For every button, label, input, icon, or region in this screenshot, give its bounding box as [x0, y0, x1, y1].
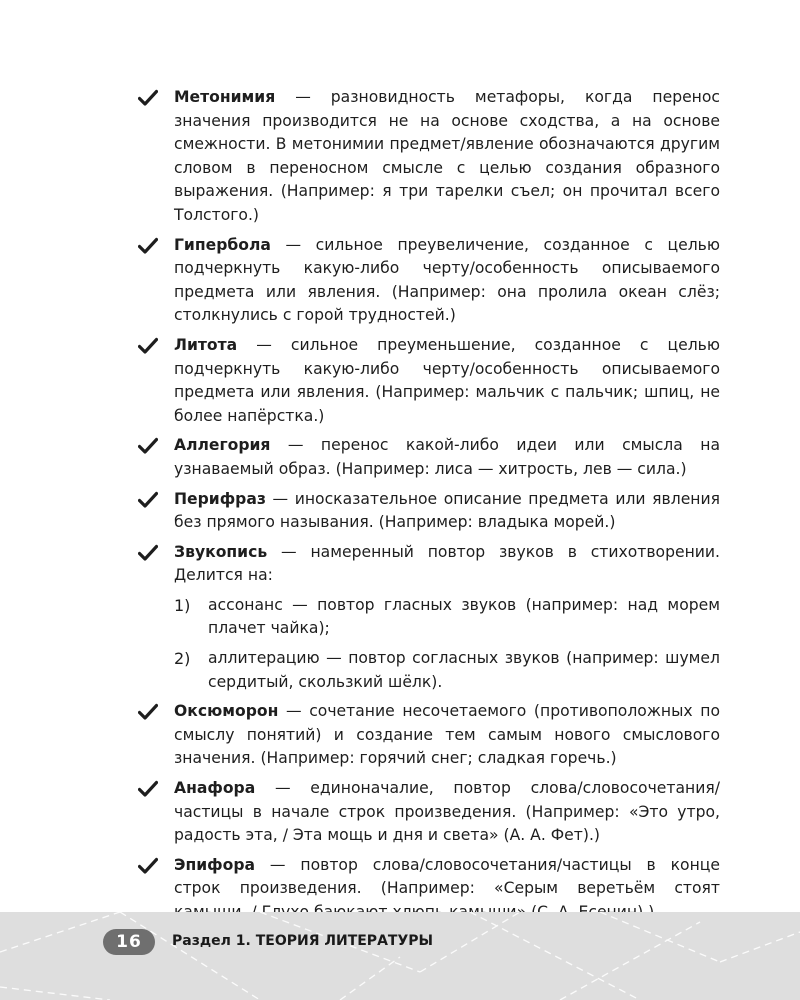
checkmark-icon [138, 89, 158, 107]
sub-list-item-alliteration [174, 647, 720, 694]
sub-list-number: 2) [174, 649, 191, 669]
section-title: Раздел 1. ТЕОРИЯ ЛИТЕРАТУРЫ [172, 933, 434, 949]
term: Гипербола [174, 235, 271, 254]
term: Метонимия [174, 88, 276, 106]
term: Перифраз [174, 489, 266, 508]
sub-list-number: 1) [174, 595, 191, 615]
term: Аллегория [174, 436, 271, 455]
checkmark-icon [138, 544, 158, 562]
definition: — сочетание несочетаемого (противоположных по смыслу понятий) и создание тем самым нового смыслового значения. (Например: горячий снег; сладкая горечь.) [174, 702, 720, 768]
term: Звукопись [174, 542, 268, 561]
definition: — сильное преуменьшение, созданное с целью подчеркнуть какую-либо черту/особенность описываемого предмета или явления. (Например: мальчик с пальчик; шпиц, не более напёрстка.) [174, 335, 720, 425]
list-item-anaphora [138, 777, 720, 848]
page-footer [0, 912, 800, 1000]
page-content [138, 86, 720, 931]
term: Анафора [174, 779, 256, 798]
checkmark-icon [138, 237, 158, 255]
list-item-allegory [138, 434, 720, 481]
definition: — иносказательное описание предмета или явления без прямого называния. (Например: владыка морей.) [174, 489, 720, 532]
checkmark-icon [138, 780, 158, 798]
list-item-litotes [138, 334, 720, 428]
definition: — намеренный повтор звуков в стихотворении. Делится на: [174, 542, 720, 585]
page-number-badge: 16 [103, 929, 155, 955]
term: Литота [174, 335, 238, 354]
checkmark-icon [138, 337, 158, 355]
definition: — разновидность метафоры, когда перенос значения производится не на основе сходства, а на основе смежности. В метонимии предмет/явление обозначаются другим словом в переносном смысле с целью создания образного выражения. (Например: я три тарелки съел; он прочитал всего Толстого.) [174, 88, 720, 224]
checkmark-icon [138, 703, 158, 721]
sub-list-item-assonance [174, 594, 720, 641]
checkmark-icon [138, 437, 158, 455]
list-item-periphrasis [138, 488, 720, 535]
definition: — повтор слова/словосочетания/частицы в конце строк произведения. (Например: «Серым веретьём стоят [174, 855, 720, 898]
definition: — перенос какой-либо идеи или смысла на узнаваемый образ. (Например: лиса — хитрость, лев — сила.) [174, 436, 720, 478]
list-item-metonymy [138, 86, 720, 228]
list-item-sound-writing [138, 541, 720, 695]
definition: — единоначалие, повтор слова/словосочетания/частицы в начале строк произведения. (Например: «Это утро, радость эта, / Эта мощь и дня и света» (А. А. Фет).) [174, 779, 720, 845]
checkmark-icon [138, 857, 158, 875]
sub-list-text: ассонанс — повтор гласных звуков (например: над морем плачет чайка); [208, 595, 720, 638]
sub-list-text: аллитерацию — повтор согласных звуков (например: шумел сердитый, скользкий шёлк). [208, 649, 720, 691]
list-item-hyperbole [138, 234, 720, 328]
term: Оксюморон [174, 702, 279, 721]
definition: — сильное преувеличение, созданное с целью подчеркнуть какую-либо черту/особенность описываемого предмета или явления. (Например: она пролила океан слёз; столкнулись с горой трудностей.) [174, 235, 720, 325]
term: Эпифора [174, 855, 256, 874]
list-item-oxymoron [138, 700, 720, 771]
dashed-pattern-decoration [0, 912, 800, 1000]
checkmark-icon [138, 491, 158, 509]
